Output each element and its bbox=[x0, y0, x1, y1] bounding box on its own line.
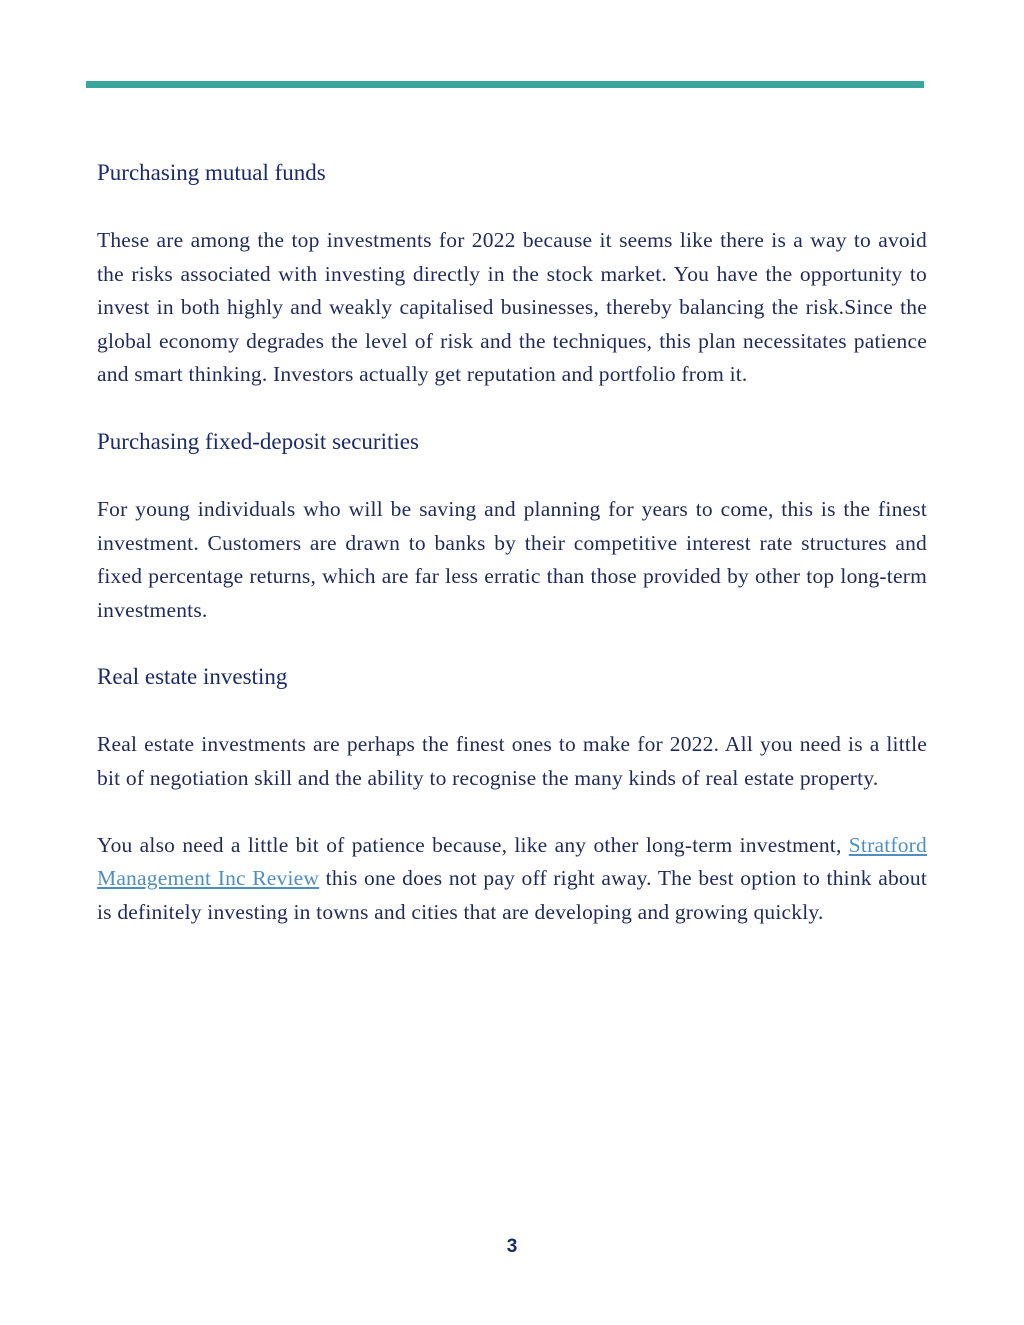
section-heading-fixed-deposit: Purchasing fixed-deposit securities bbox=[97, 428, 419, 454]
document-body bbox=[97, 156, 927, 929]
stratford-review-link[interactable]: Stratford Management Inc Review bbox=[97, 832, 927, 891]
section-heading-real-estate: Real estate investing bbox=[97, 664, 288, 690]
top-accent-rule bbox=[86, 81, 924, 88]
section-paragraph-mutual-funds: These are among the top investments for 2022 because it seems like there is a way to avoid the risks associated with investing directly in the stock market. You have the opportunity to invest in both highly and weakly capitalised businesses, thereby balancing the risk.Since the global economy degrades the level of risk and the techniques, this plan necessitates patience and smart thinking. Investors actually get reputation and portfolio from it. bbox=[97, 228, 927, 387]
page-number: 3 bbox=[506, 1236, 518, 1257]
section-paragraph-real-estate-patience bbox=[97, 829, 927, 930]
section-paragraph-real-estate: Real estate investments are perhaps the finest ones to make for 2022. All you need is a little bit of negotiation skill and the ability to recognise the many kinds of real estate property. bbox=[97, 732, 927, 790]
paragraph-text-after-link: this one does not pay off right away. The best option to think about is definitely investing in towns and cities that are developing and growing quickly. bbox=[97, 866, 927, 924]
paragraph-text-before-link: You also need a little bit of patience because, like any other long-term investment, bbox=[97, 832, 849, 857]
section-paragraph-fixed-deposit: For young individuals who will be saving and planning for years to come, this is the finest investment. Customers are drawn to banks by their competitive interest rate structures and fixed percentage returns, which are far less erratic than those provided by other top long-term investments. bbox=[97, 496, 927, 622]
section-heading-mutual-funds: Purchasing mutual funds bbox=[97, 160, 326, 185]
